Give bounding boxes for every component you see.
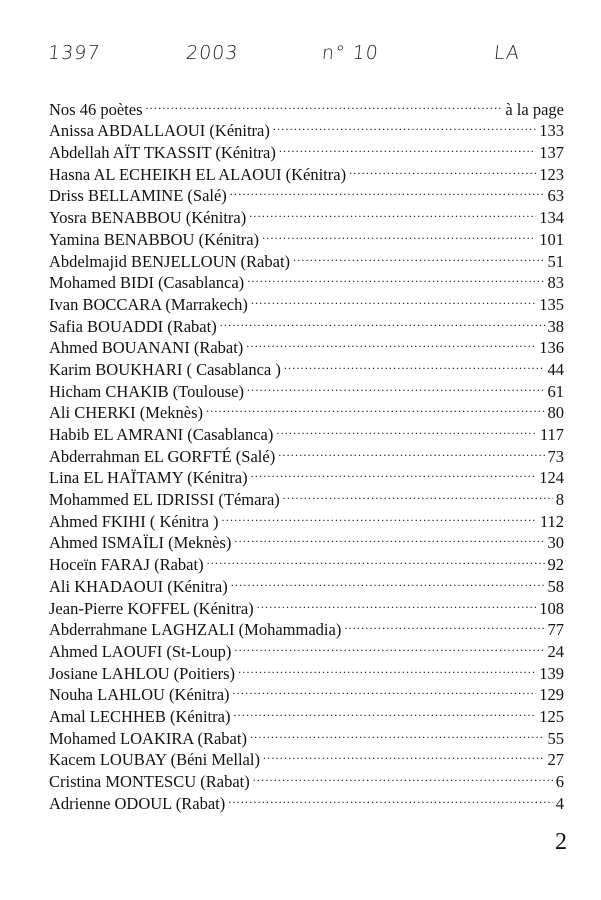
dot-leader [222, 505, 537, 527]
poet-name: Ivan BOCCARA (Marrakech) [49, 294, 248, 314]
dot-leader [253, 765, 553, 787]
page-reference: 77 [547, 620, 564, 640]
dot-leader [250, 722, 545, 744]
dot-leader [279, 136, 536, 158]
page-reference: 134 [539, 208, 564, 228]
dot-leader [234, 527, 544, 549]
dot-leader [276, 418, 536, 440]
dot-leader [349, 158, 536, 180]
dot-leader [273, 115, 536, 137]
poet-name: Kacem LOUBAY (Béni Mellal) [49, 750, 260, 770]
dot-leader [233, 700, 536, 722]
poet-name: Abderrahman EL GORFTÉ (Salé) [49, 446, 276, 466]
page-reference: 30 [547, 533, 564, 553]
poet-name: Hoceïn FARAJ (Rabat) [49, 555, 204, 575]
poet-name: Amal LECHHEB (Kénitra) [49, 706, 231, 726]
poet-name: Habib EL AMRANI (Casablanca) [49, 425, 274, 444]
toc-header-label: Nos 46 poètes [49, 99, 143, 119]
page-reference: 55 [547, 728, 564, 748]
toc-header [49, 93, 564, 119]
page-reference: 44 [547, 359, 564, 379]
poet-name: Anissa ABDALLAOUI (Kénitra) [49, 121, 270, 141]
dot-leader [283, 483, 553, 505]
page-reference: 139 [539, 663, 564, 683]
dot-leader [238, 657, 536, 679]
page-reference: 117 [539, 425, 564, 444]
page-reference: 135 [539, 294, 564, 314]
page-reference: 137 [539, 143, 564, 163]
dot-leader [146, 93, 503, 115]
dot-leader [246, 332, 536, 354]
page-reference: 24 [547, 641, 564, 661]
toc-entries [49, 115, 564, 813]
page-reference: 58 [547, 576, 564, 596]
dot-leader [257, 592, 537, 614]
handwritten-note: LA [492, 42, 522, 64]
poet-name: Lina EL HAÏTAMY (Kénitra) [49, 468, 248, 488]
dot-leader [220, 310, 545, 332]
page-reference: 101 [539, 229, 564, 249]
dot-leader [233, 679, 537, 701]
page-reference: 108 [539, 598, 564, 618]
dot-leader [231, 570, 545, 592]
dot-leader [263, 744, 545, 766]
dot-leader [207, 548, 545, 570]
poet-name: Safia BOUADDI (Rabat) [49, 316, 217, 336]
page-reference: 6 [555, 772, 564, 791]
dot-leader [234, 635, 544, 657]
dot-leader [251, 462, 537, 484]
page-reference: 8 [555, 490, 564, 510]
dot-leader [247, 375, 545, 397]
dot-leader [249, 201, 536, 223]
page-reference: 38 [547, 316, 564, 336]
handwritten-note: 2003 [184, 42, 240, 64]
poet-name: Ahmed BOUANANI (Rabat) [49, 338, 244, 358]
poet-name: Ali KHADAOUI (Kénitra) [49, 576, 228, 596]
poet-name: Adrienne ODOUL (Rabat) [49, 793, 226, 813]
dot-leader [293, 245, 544, 267]
page-reference: 61 [547, 381, 564, 401]
poet-name: Yamina BENABBOU (Kénitra) [49, 229, 260, 249]
page-reference: 83 [547, 273, 564, 293]
page-reference: 129 [539, 685, 564, 705]
toc-header-page-label: à la page [505, 99, 564, 119]
page-reference: 27 [547, 750, 564, 770]
poet-name: Driss BELLAMINE (Salé) [49, 186, 227, 206]
poet-name: Hicham CHAKIB (Toulouse) [49, 381, 244, 401]
handwritten-annotations [0, 40, 601, 80]
poet-name: Mohamed LOAKIRA (Rabat) [49, 728, 247, 748]
poet-name: Hasna AL ECHEIKH EL ALAOUI (Kénitra) [49, 164, 347, 184]
page-number: 2 [555, 829, 567, 855]
page-reference: 133 [539, 121, 564, 141]
page-reference: 4 [555, 793, 564, 813]
poet-name: Josiane LAHLOU (Poitiers) [49, 663, 236, 683]
dot-leader [206, 397, 545, 419]
poet-name: Ahmed FKIHI ( Kénitra ) [49, 511, 219, 531]
table-of-contents [49, 93, 564, 813]
poet-name: Ahmed LAOUFI (St-Loup) [49, 641, 232, 661]
poet-name: Ali CHERKI (Meknès) [49, 403, 203, 423]
page-reference: 125 [539, 706, 564, 726]
poet-name: Karim BOUKHARI ( Casablanca ) [49, 359, 281, 379]
poet-name: Abdellah AÏT TKASSIT (Kénitra) [49, 143, 276, 163]
page-reference: 92 [547, 555, 564, 575]
poet-name: Cristina MONTESCU (Rabat) [49, 772, 250, 791]
poet-name: Abdelmajid BENJELLOUN (Rabat) [49, 251, 291, 271]
handwritten-note: n° 10 [320, 42, 380, 64]
page-reference: 112 [539, 511, 564, 531]
poet-name: Mohamed BIDI (Casablanca) [49, 273, 245, 293]
page-reference: 136 [539, 338, 564, 358]
poet-name: Jean-Pierre KOFFEL (Kénitra) [49, 598, 254, 618]
page-reference: 73 [547, 446, 564, 466]
dot-leader [247, 267, 544, 289]
dot-leader [284, 353, 545, 375]
poet-name: Ahmed ISMAÏLI (Meknès) [49, 533, 232, 553]
page-reference: 63 [547, 186, 564, 206]
dot-leader [278, 440, 544, 462]
poet-name: Abderrahmane LAGHZALI (Mohammadia) [49, 620, 342, 640]
page-reference: 51 [547, 251, 564, 271]
page-reference: 80 [547, 403, 564, 423]
dot-leader [262, 223, 536, 245]
page-reference: 124 [539, 468, 564, 488]
dot-leader [344, 614, 544, 636]
dot-leader [230, 180, 545, 202]
poet-name: Nouha LAHLOU (Kénitra) [49, 685, 230, 705]
poet-name: Mohammed EL IDRISSI (Témara) [49, 490, 280, 510]
dot-leader [228, 787, 553, 809]
page-reference: 123 [539, 164, 564, 184]
handwritten-note: 1397 [46, 42, 102, 64]
poet-name: Yosra BENABBOU (Kénitra) [49, 208, 247, 228]
dot-leader [251, 288, 536, 310]
